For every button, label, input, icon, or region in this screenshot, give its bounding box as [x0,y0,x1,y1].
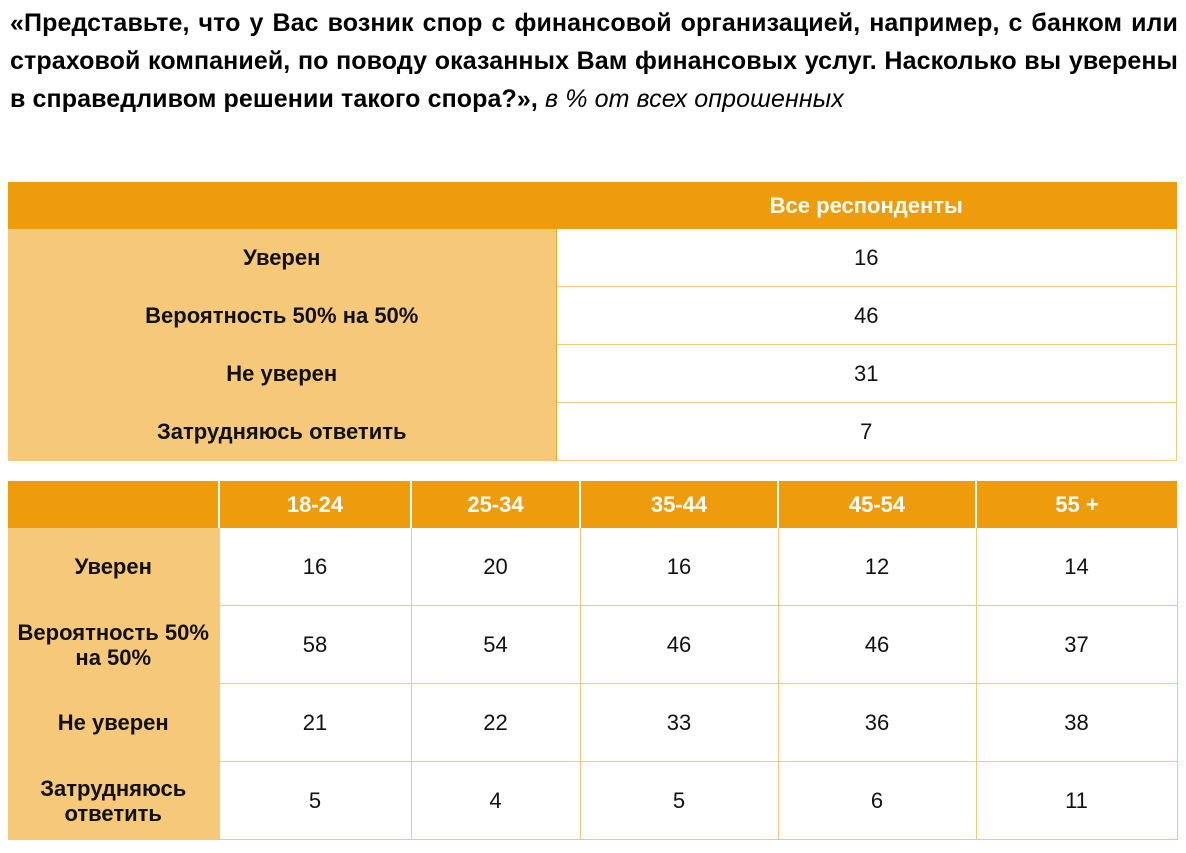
table-cell: 4 [411,762,580,840]
row-label: Уверен [8,528,219,606]
table-row [8,403,1177,461]
table-cell: 16 [219,528,411,606]
header-all-respondents: Все респонденты [556,182,1177,229]
header-empty-cell [8,182,556,229]
table-cell: 37 [976,606,1177,684]
table-row [8,287,1177,345]
table-cell: 36 [778,684,976,762]
table-cell: 31 [556,345,1177,403]
table-cell: 20 [411,528,580,606]
row-label: Уверен [8,229,556,287]
table-row [8,762,1177,840]
header-age-18-24: 18-24 [219,481,411,528]
header-age-45-54: 45-54 [778,481,976,528]
header-empty-cell [8,481,219,528]
table-cell: 16 [556,229,1177,287]
all-respondents-table [8,182,1177,461]
table-cell: 22 [411,684,580,762]
table-cell: 14 [976,528,1177,606]
row-label: Затрудняюсь ответить [8,403,556,461]
table-cell: 5 [580,762,778,840]
table-cell: 5 [219,762,411,840]
table-cell: 46 [778,606,976,684]
age-groups-table [8,481,1178,840]
header-age-25-34: 25-34 [411,481,580,528]
row-label: Затрудняюсь ответить [8,762,219,840]
table-cell: 7 [556,403,1177,461]
table-row [8,684,1177,762]
table-header-row [8,481,1177,528]
header-age-55-plus: 55 + [976,481,1177,528]
table-cell: 46 [580,606,778,684]
survey-question: «Представьте, что у Вас возник спор с финансовой организацией, например, с банком или страховой компанией, по поводу оказанных Вам финансовых услуг. Насколько вы уверены в справедливом решении такого спора?», [10,9,1178,113]
table-row [8,229,1177,287]
table-row [8,606,1177,684]
table-cell: 38 [976,684,1177,762]
table-row [8,528,1177,606]
row-label: Не уверен [8,684,219,762]
row-label: Не уверен [8,345,556,403]
row-label: Вероятность 50% на 50% [8,287,556,345]
table-cell: 33 [580,684,778,762]
table-cell: 6 [778,762,976,840]
header-age-35-44: 35-44 [580,481,778,528]
row-label: Вероятность 50% на 50% [8,606,219,684]
table-cell: 58 [219,606,411,684]
table-cell: 12 [778,528,976,606]
table-cell: 54 [411,606,580,684]
table-row [8,345,1177,403]
table-header-row [8,182,1177,229]
table-cell: 11 [976,762,1177,840]
page-title [10,4,1178,118]
table-cell: 21 [219,684,411,762]
table-cell: 46 [556,287,1177,345]
units-note: в % от всех опрошенных [545,85,844,113]
table-cell: 16 [580,528,778,606]
